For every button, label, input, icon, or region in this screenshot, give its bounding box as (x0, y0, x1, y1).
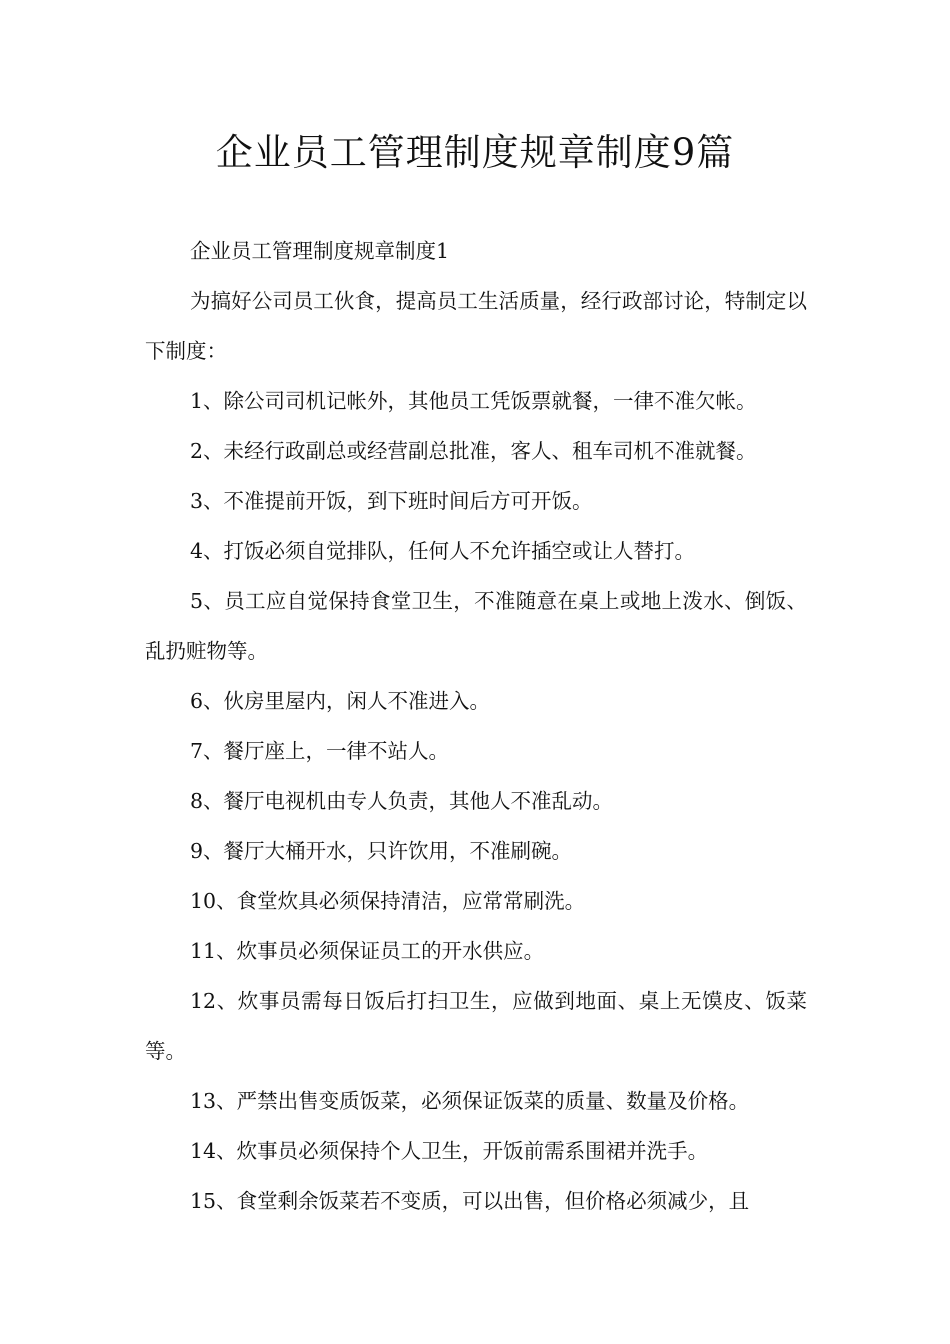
section-heading: 企业员工管理制度规章制度1 (190, 239, 450, 263)
rule-item-4: 4、打饭必须自觉排队，任何人不允许插空或让人替打。 (190, 539, 696, 563)
rule-item-9: 9、餐厅大桶开水，只许饮用，不准刷碗。 (190, 839, 573, 863)
rule-item-6: 6、伙房里屋内，闲人不准进入。 (190, 689, 491, 713)
rule-item-12: 12、炊事员需每日饭后打扫卫生，应做到地面、桌上无馍皮、饭菜等。 (145, 989, 807, 1063)
document-body (145, 226, 807, 1226)
rule-item-5: 5、员工应自觉保持食堂卫生，不准随意在桌上或地上泼水、倒饭、乱扔赃物等。 (145, 589, 807, 663)
rule-item-10: 10、食堂炊具必须保持清洁，应常常刷洗。 (190, 889, 586, 913)
rule-item-11: 11、炊事员必须保证员工的开水供应。 (190, 939, 545, 963)
rule-item-1: 1、除公司司机记帐外，其他员工凭饭票就餐，一律不准欠帐。 (190, 389, 757, 413)
rule-item-3: 3、不准提前开饭，到下班时间后方可开饭。 (190, 489, 593, 513)
rule-item-13: 13、严禁出售变质饭菜，必须保证饭菜的质量、数量及价格。 (190, 1089, 750, 1113)
rule-item-8: 8、餐厅电视机由专人负责，其他人不准乱动。 (190, 789, 614, 813)
document-title: 企业员工管理制度规章制度9篇 (215, 131, 735, 174)
rule-item-15: 15、食堂剩余饭菜若不变质，可以出售，但价格必须减少，且 (190, 1189, 750, 1213)
rule-item-7: 7、餐厅座上，一律不站人。 (190, 739, 450, 763)
rule-item-2: 2、未经行政副总或经营副总批准，客人、租车司机不准就餐。 (190, 439, 757, 463)
rule-item-14: 14、炊事员必须保持个人卫生，开饭前需系围裙并洗手。 (190, 1139, 709, 1163)
intro-paragraph: 为搞好公司员工伙食，提高员工生活质量，经行政部讨论，特制定以下制度： (145, 289, 807, 363)
